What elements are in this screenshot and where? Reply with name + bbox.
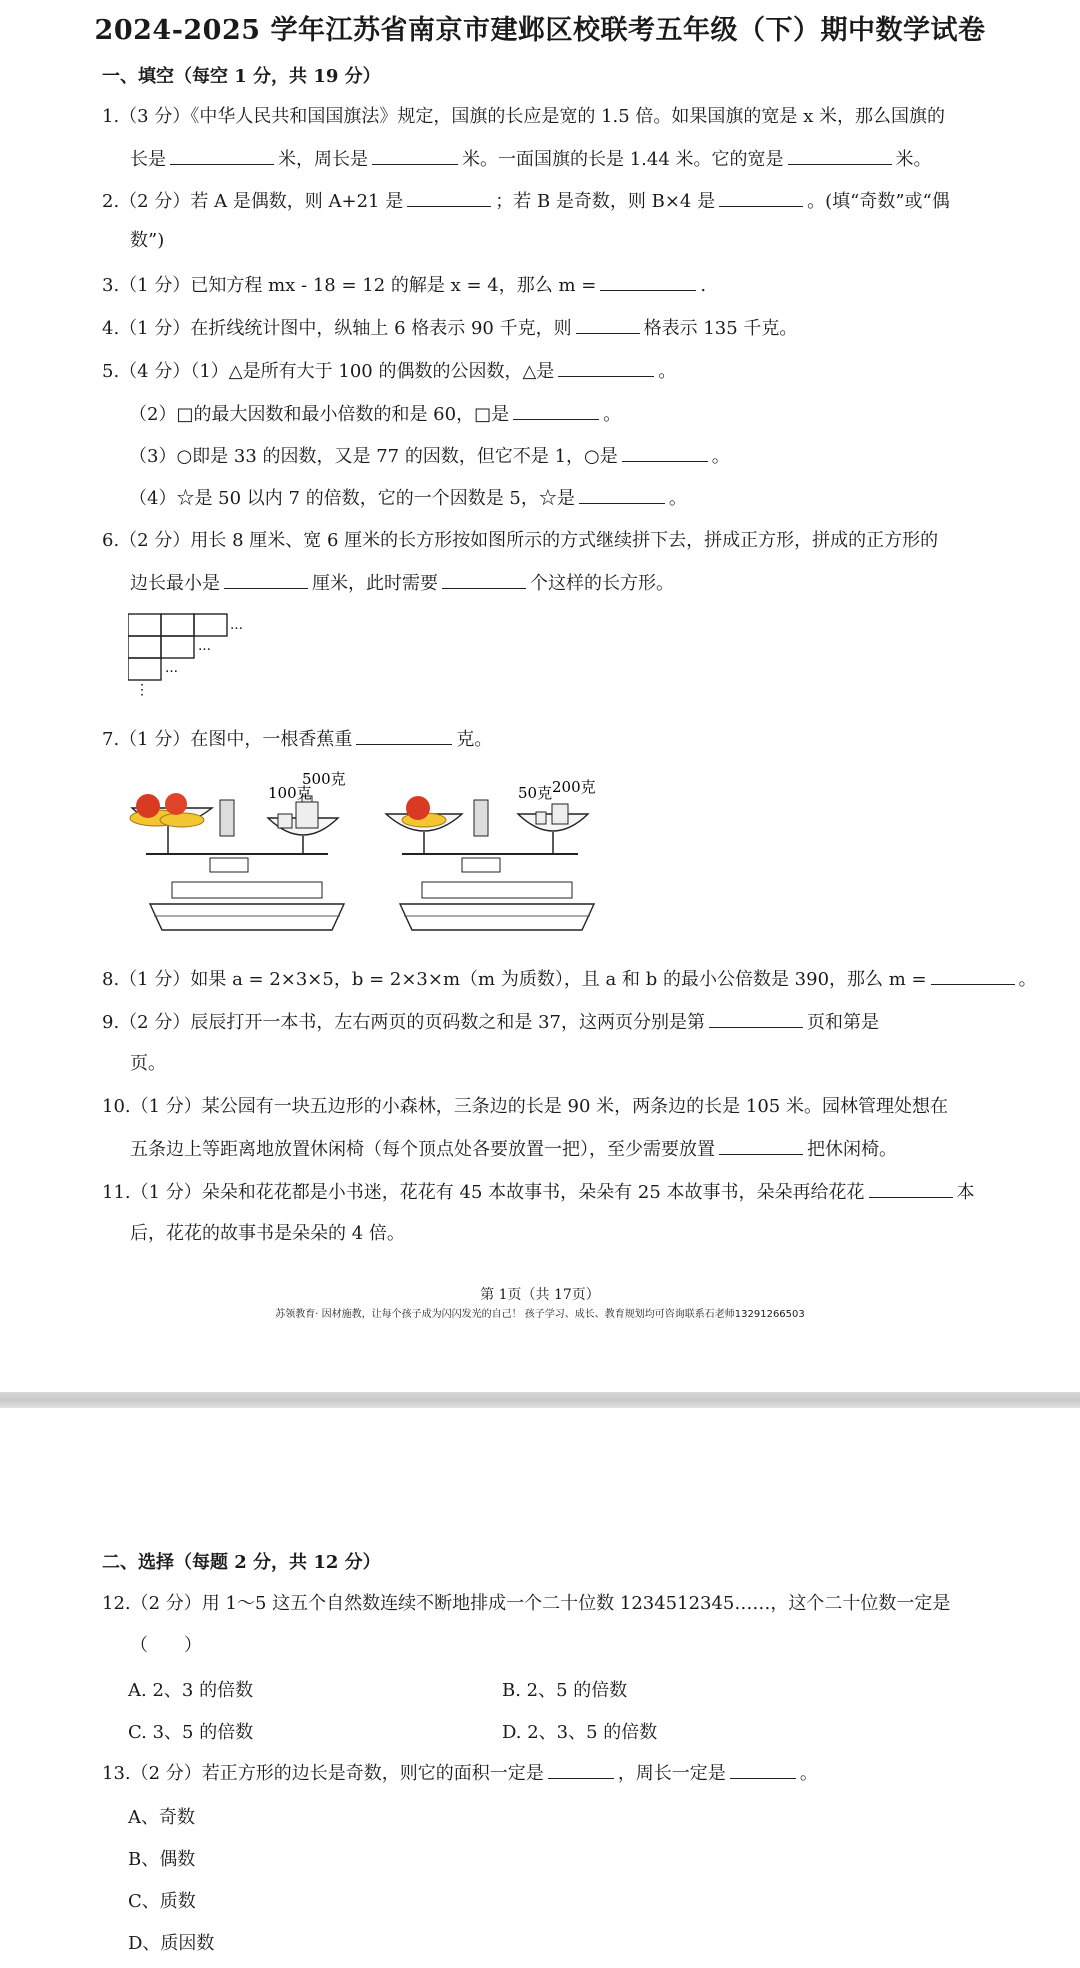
answer-blank[interactable] — [548, 1760, 614, 1779]
q13-option-d[interactable]: D、质因数 — [128, 1933, 215, 1954]
answer-blank[interactable] — [372, 146, 458, 165]
q13-option-c[interactable]: C、质数 — [128, 1891, 196, 1912]
answer-blank[interactable] — [622, 443, 708, 462]
answer-blank[interactable] — [600, 272, 696, 291]
continue-dots: … — [230, 618, 243, 633]
answer-blank[interactable] — [730, 1760, 796, 1779]
q6-line1: 6.（2 分）用长 8 厘米、宽 6 厘米的长方形按如图所示的方式继续拼下去，拼成正方形，拼成的正方形的 — [102, 530, 939, 551]
footer-slogan: 苏领教育· 因材施教，让每个孩子成为闪闪发光的自己！ 孩子学习、成长、教育规划均可咨询联系石老师13291266503 — [275, 1309, 805, 1320]
answer-blank[interactable] — [442, 570, 526, 589]
exam-page-2 — [0, 1408, 1080, 1968]
rectangle-tiling-figure — [128, 612, 278, 698]
q2-line2: 数”) — [130, 230, 165, 251]
answer-blank[interactable] — [719, 188, 803, 207]
balance-scale-right — [386, 778, 596, 930]
answer-blank[interactable] — [558, 358, 654, 377]
q10-line2: 五条边上等距离地放置休闲椅（每个顶点处各要放置一把），至少需要放置 把休闲椅。 — [130, 1136, 897, 1163]
q4: 4.（1 分）在折线统计图中，纵轴上 6 格表示 90 千克，则 格表示 135 千克。 — [102, 315, 797, 342]
q9-line2: 页。 — [130, 1053, 166, 1074]
q5-part1: 5.（4 分）（1）△是所有大于 100 的偶数的公因数，△是 。 — [102, 358, 676, 385]
continue-dots: … — [165, 661, 178, 676]
balance-scale-left — [130, 770, 346, 930]
balance-scales-figure — [128, 770, 628, 950]
weight-label: 200克 — [552, 778, 596, 796]
q13: 13.（2 分）若正方形的边长是奇数，则它的面积一定是 ，周长一定是 。 — [102, 1760, 818, 1787]
q12-option-a[interactable]: A. 2、3 的倍数 — [128, 1680, 254, 1701]
q10-line1: 10.（1 分）某公园有一块五边形的小森林，三条边的长是 90 米，两条边的长是 105 米。园林管理处想在 — [102, 1096, 948, 1117]
answer-blank[interactable] — [513, 401, 599, 420]
q12-line2: （ ） — [130, 1635, 202, 1656]
q13-option-b[interactable]: B、偶数 — [128, 1849, 196, 1870]
q5-part3: （3）○即是 33 的因数，又是 77 的因数，但它不是 1，○是 。 — [129, 443, 730, 470]
q12-option-b[interactable]: B. 2、5 的倍数 — [502, 1680, 628, 1701]
weight-label: 100克 — [268, 784, 312, 802]
answer-blank[interactable] — [170, 146, 274, 165]
q13-option-a[interactable]: A、奇数 — [128, 1807, 195, 1828]
answer-blank[interactable] — [407, 188, 491, 207]
q12-option-c[interactable]: C. 3、5 的倍数 — [128, 1722, 254, 1743]
answer-blank[interactable] — [931, 966, 1015, 985]
q5-part2: （2）□的最大因数和最小倍数的和是 60，□是 。 — [129, 401, 621, 428]
answer-blank[interactable] — [869, 1179, 953, 1198]
q12-line1: 12.（2 分）用 1～5 这五个自然数连续不断地排成一个二十位数 1234512345……，这个二十位数一定是 — [102, 1593, 951, 1614]
weight-label: 50克 — [518, 784, 553, 802]
q7: 7.（1 分）在图中，一根香蕉重 克。 — [102, 726, 492, 753]
answer-blank[interactable] — [579, 485, 665, 504]
q5-part4: （4）☆是 50 以内 7 的倍数，它的一个因数是 5，☆是 。 — [129, 485, 687, 512]
answer-blank[interactable] — [224, 570, 308, 589]
answer-blank[interactable] — [719, 1136, 803, 1155]
exam-title: 2024-2025 学年江苏省南京市建邺区校联考五年级（下）期中数学试卷 — [94, 15, 986, 46]
q1-line1: 1.（3 分）《中华人民共和国国旗法》规定，国旗的长应是宽的 1.5 倍。如果国旗的宽是 x 米，那么国旗的 — [102, 106, 946, 127]
continue-dots: … — [198, 639, 211, 654]
page-separator — [0, 1392, 1080, 1408]
section-2-heading: 二、选择（每题 2 分，共 12 分） — [102, 1552, 381, 1573]
answer-blank[interactable] — [576, 315, 640, 334]
q9-line1: 9.（2 分）辰辰打开一本书，左右两页的页码数之和是 37，这两页分别是第 页和第是 — [102, 1009, 879, 1036]
section-1-heading: 一、填空（每空 1 分，共 19 分） — [102, 66, 381, 87]
answer-blank[interactable] — [788, 146, 892, 165]
answer-blank[interactable] — [709, 1009, 803, 1028]
q11-line1: 11.（1 分）朵朵和花花都是小书迷，花花有 45 本故事书，朵朵有 25 本故事书，朵朵再给花花 本 — [102, 1179, 975, 1206]
q1-line2: 长是 米，周长是 米。一面国旗的长是 1.44 米。它的宽是 米。 — [130, 146, 932, 173]
page-number: 第 1页（共 17页） — [480, 1287, 600, 1303]
continue-vdots: ⋮ — [135, 682, 149, 698]
q3: 3.（1 分）已知方程 mx - 18 = 12 的解是 x = 4，那么 m = . — [102, 272, 706, 299]
answer-blank[interactable] — [356, 726, 452, 745]
q2-line1: 2.（2 分）若 A 是偶数，则 A+21 是 ；若 B 是奇数，则 B×4 是 。(填“奇数”或“偶 — [102, 188, 950, 215]
q11-line2: 后，花花的故事书是朵朵的 4 倍。 — [130, 1223, 405, 1244]
q12-option-d[interactable]: D. 2、3、5 的倍数 — [502, 1722, 658, 1743]
q8: 8.（1 分）如果 a = 2×3×5，b = 2×3×m（m 为质数），且 a 和 b 的最小公倍数是 390，那么 m = 。 — [102, 966, 1037, 993]
weight-label: 500克 — [302, 770, 346, 788]
q6-line2: 边长最小是 厘米，此时需要 个这样的长方形。 — [130, 570, 674, 597]
